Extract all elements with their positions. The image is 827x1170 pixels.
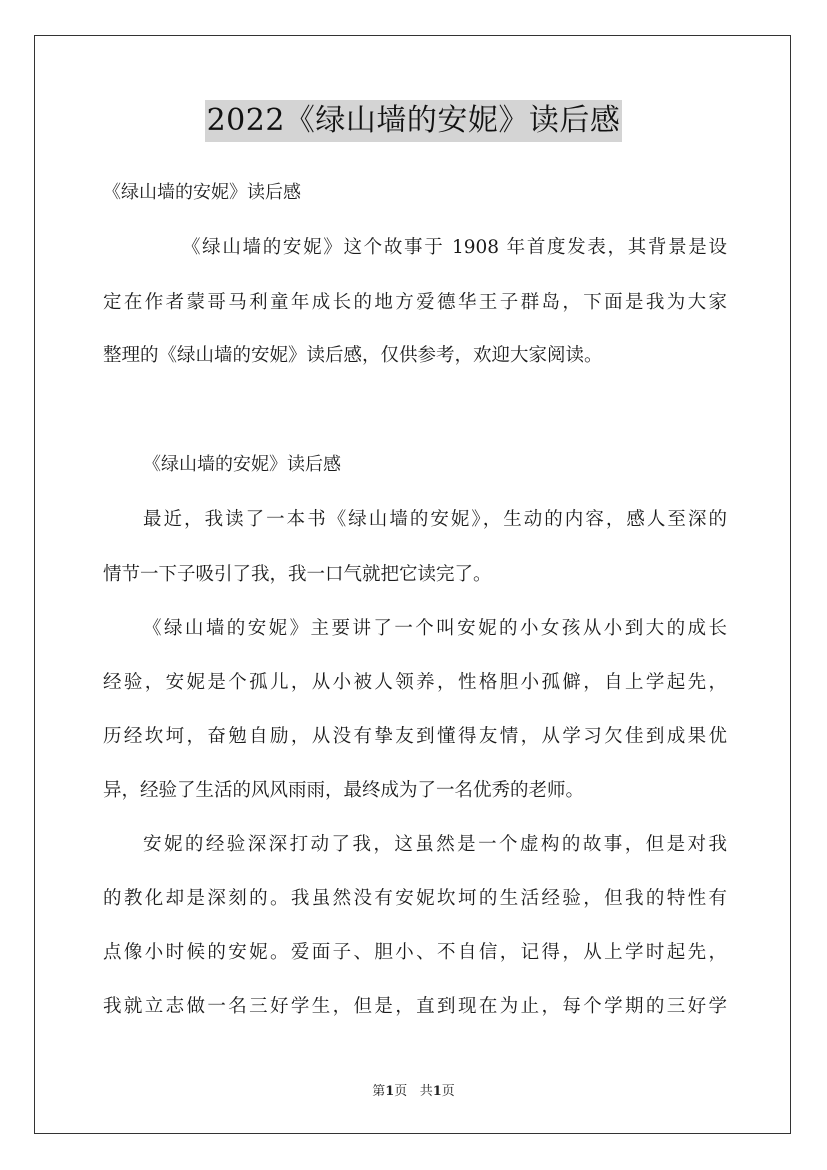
title-container [0, 100, 827, 142]
body-line-2: 情节一下子吸引了我，我一口气就把它读完了。 [103, 564, 492, 585]
intro-line-3: 整理的《绿山墙的安妮》读后感，仅供参考，欢迎大家阅读。 [103, 345, 603, 366]
footer-total-unit: 页 [441, 1084, 455, 1099]
document-title: 2022《绿山墙的安妮》读后感 [205, 100, 623, 142]
footer-total-prefix: 共 [419, 1084, 433, 1099]
body-line-1: 最近，我读了一本书《绿山墙的安妮》，生动的内容，感人至深的 [143, 509, 727, 530]
body-line-9: 点像小时候的安妮。爱面子、胆小、不自信，记得，从上学时起先， [103, 942, 727, 963]
body-line-10: 我就立志做一名三好学生，但是，直到现在为止，每个学期的三好学 [103, 996, 727, 1017]
body-line-5: 历经坎坷，奋勉自励，从没有挚友到懂得友情，从学习欠佳到成果优 [103, 726, 727, 747]
footer-page-total: 1 [432, 1084, 442, 1099]
intro-line-2: 定在作者蒙哥马利童年成长的地方爱德华王子群岛，下面是我为大家 [103, 292, 727, 313]
body-line-3: 《绿山墙的安妮》主要讲了一个叫安妮的小女孩从小到大的成长 [143, 618, 727, 639]
body-line-4: 经验，安妮是个孤儿，从小被人领养，性格胆小孤僻，自上学起先， [103, 672, 727, 693]
footer-page-current: 1 [385, 1084, 395, 1099]
body-line-8: 的教化却是深刻的。我虽然没有安妮坎坷的生活经验，但我的特性有 [103, 888, 727, 909]
body-line-7: 安妮的经验深深打动了我，这虽然是一个虚构的故事，但是对我 [143, 834, 727, 855]
footer-page-unit: 页 [394, 1084, 408, 1099]
section-heading: 《绿山墙的安妮》读后感 [143, 454, 341, 475]
body-line-6: 异，经验了生活的风风雨雨，最终成为了一名优秀的老师。 [103, 780, 585, 801]
footer-page-prefix: 第 [372, 1084, 386, 1099]
document-subtitle: 《绿山墙的安妮》读后感 [103, 182, 301, 203]
intro-line-1: 《绿山墙的安妮》这个故事于 1908 年首度发表，其背景是设 [182, 237, 727, 258]
page-footer [0, 1082, 827, 1102]
